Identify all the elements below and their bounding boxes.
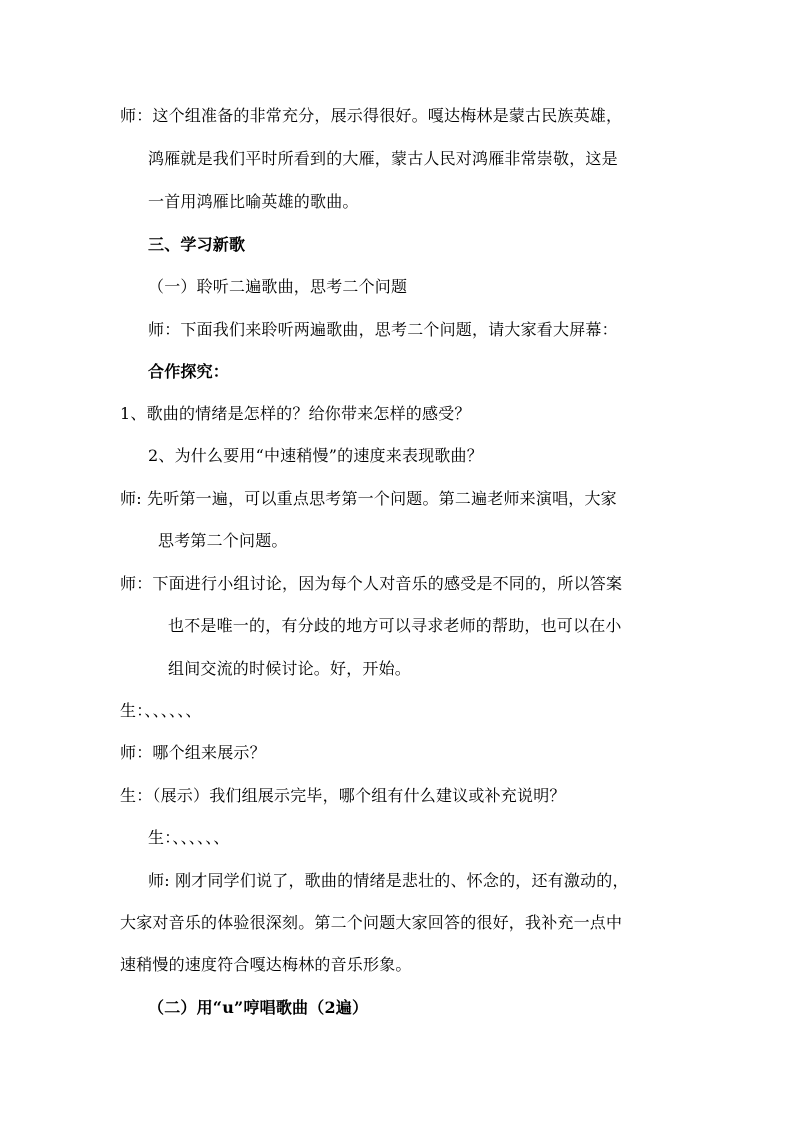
question-1: 1、歌曲的情绪是怎样的？给你带来怎样的感受？	[120, 404, 471, 423]
dialogue-teacher-5: 师：哪个组来展示？	[120, 743, 266, 762]
dialogue-teacher-3-line-1: 师: 先听第一遍，可以重点思考第一个问题。第二遍老师来演唱，大家	[120, 489, 617, 508]
cooperative-inquiry-heading: 合作探究：	[148, 362, 230, 381]
subsection-heading-listen: （一）聆听二遍歌曲，思考二个问题	[148, 277, 408, 296]
dialogue-teacher-1-line-3: 一首用鸿雁比喻英雄的歌曲。	[148, 192, 359, 211]
dialogue-teacher-4-line-3: 组间交流的时候讨论。好，开始。	[168, 659, 412, 678]
dialogue-teacher-1-line-2: 鸿雁就是我们平时所看到的大雁，蒙古人民对鸿雁非常崇敬，这是	[148, 149, 618, 168]
question-2: 2、为什么要用“中速稍慢”的速度来表现歌曲？	[148, 446, 483, 465]
dialogue-teacher-4-line-2: 也不是唯一的，有分歧的地方可以寻求老师的帮助，也可以在小	[168, 616, 622, 635]
subsection-heading-hum: （二）用“u”哼唱歌曲（2遍）	[148, 998, 369, 1017]
dialogue-teacher-6-line-2: 大家对音乐的体验很深刻。第二个问题大家回答的很好，我补充一点中	[120, 913, 623, 932]
dialogue-student-2: 生：（展示）我们组展示完毕，哪个组有什么建议或补充说明？	[120, 786, 566, 805]
dialogue-teacher-4-line-1: 师：下面进行小组讨论，因为每个人对音乐的感受是不同的，所以答案	[120, 574, 623, 593]
section-heading-learn-new-song: 三、学习新歌	[148, 235, 246, 254]
dialogue-teacher-6-line-1: 师: 刚才同学们说了，歌曲的情绪是悲壮的、怀念的，还有激动的，	[148, 871, 629, 890]
dialogue-student-3: 生：、、、、、、	[148, 828, 230, 847]
dialogue-teacher-6-line-3: 速稍慢的速度符合嘎达梅林的音乐形象。	[120, 955, 412, 974]
dialogue-teacher-1-line-1: 师：这个组准备的非常充分，展示得很好。嘎达梅林是蒙古民族英雄，	[120, 106, 623, 125]
dialogue-student-1: 生：、、、、、、	[120, 701, 202, 720]
dialogue-teacher-3-line-2: 思考第二个问题。	[158, 531, 288, 550]
dialogue-teacher-2: 师：下面我们来聆听两遍歌曲，思考二个问题，请大家看大屏幕：	[148, 320, 618, 339]
